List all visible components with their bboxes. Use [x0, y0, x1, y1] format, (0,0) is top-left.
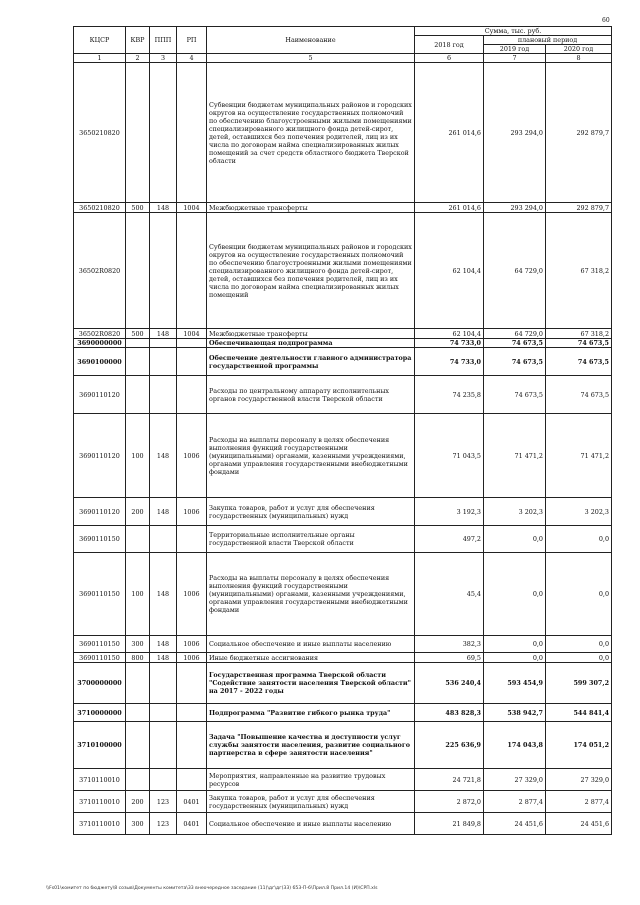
- amount-2018: 2 872,0: [415, 791, 484, 813]
- kvr-cell: [126, 663, 150, 704]
- amount-2020: 27 329,0: [546, 769, 612, 791]
- kcsr-cell: 3690110120: [74, 498, 126, 526]
- amount-2019: 293 294,0: [484, 203, 546, 213]
- name-cell: Межбюджетные трансферты: [207, 203, 415, 213]
- file-path-footer: \\Fs01\комитет по бюджету\8 созыв\Документы комитета\33 внеочередное заседание (11)\дг\дг(33) 653-П-6\Прил.8 Прил.14 (И)\СРП.xls: [46, 886, 378, 891]
- amount-2020: 292 879,7: [546, 203, 612, 213]
- col-number: 2: [126, 54, 150, 63]
- kcsr-cell: 3710110010: [74, 791, 126, 813]
- kcsr-cell: 3690110150: [74, 526, 126, 553]
- ppp-cell: [150, 769, 177, 791]
- rp-cell: [177, 339, 207, 348]
- kcsr-cell: 36502R0820: [74, 329, 126, 339]
- table-row: [74, 653, 612, 663]
- kcsr-cell: 3710110010: [74, 813, 126, 835]
- amount-2019: 27 329,0: [484, 769, 546, 791]
- amount-2018: 483 828,3: [415, 704, 484, 722]
- amount-2020: 74 673,5: [546, 339, 612, 348]
- amount-2020: 71 471,2: [546, 414, 612, 498]
- kvr-cell: 100: [126, 553, 150, 636]
- kvr-cell: 200: [126, 498, 150, 526]
- amount-2018: 21 849,8: [415, 813, 484, 835]
- name-cell: Территориальные исполнительные органы государственной власти Тверской области: [207, 526, 415, 553]
- rp-cell: [177, 722, 207, 769]
- table-row: [74, 769, 612, 791]
- kvr-cell: [126, 526, 150, 553]
- col-number: 6: [415, 54, 484, 63]
- header-2020: 2020 год: [546, 45, 612, 54]
- name-cell: Социальное обеспечение и иные выплаты населению: [207, 636, 415, 653]
- amount-2018: 69,5: [415, 653, 484, 663]
- kcsr-cell: 3650210820: [74, 203, 126, 213]
- kvr-cell: [126, 704, 150, 722]
- amount-2020: 74 673,5: [546, 348, 612, 376]
- rp-cell: 0401: [177, 791, 207, 813]
- rp-cell: [177, 63, 207, 203]
- rp-cell: [177, 704, 207, 722]
- kcsr-cell: 3710110010: [74, 769, 126, 791]
- ppp-cell: 148: [150, 653, 177, 663]
- ppp-cell: 148: [150, 329, 177, 339]
- table-row: [74, 553, 612, 636]
- amount-2019: 71 471,2: [484, 414, 546, 498]
- header-planned: плановый период: [484, 36, 612, 45]
- rp-cell: 1006: [177, 636, 207, 653]
- rp-cell: 1006: [177, 414, 207, 498]
- col-number: 4: [177, 54, 207, 63]
- amount-2020: 24 451,6: [546, 813, 612, 835]
- amount-2019: 293 294,0: [484, 63, 546, 203]
- kcsr-cell: 3700000000: [74, 663, 126, 704]
- amount-2020: 0,0: [546, 636, 612, 653]
- amount-2020: 2 877,4: [546, 791, 612, 813]
- page-number: 60: [602, 17, 610, 24]
- amount-2019: 593 454,9: [484, 663, 546, 704]
- name-cell: Социальное обеспечение и иные выплаты населению: [207, 813, 415, 835]
- rp-cell: [177, 376, 207, 414]
- name-cell: Обеспечивающая подпрограмма: [207, 339, 415, 348]
- header-rp: РП: [177, 27, 207, 54]
- table-row: [74, 376, 612, 414]
- amount-2019: 0,0: [484, 553, 546, 636]
- table-row: [74, 636, 612, 653]
- col-number: 3: [150, 54, 177, 63]
- col-number: 7: [484, 54, 546, 63]
- ppp-cell: 148: [150, 636, 177, 653]
- kcsr-cell: 3690000000: [74, 339, 126, 348]
- ppp-cell: [150, 213, 177, 329]
- kcsr-cell: 3690110150: [74, 653, 126, 663]
- column-number-row: [74, 54, 612, 63]
- kvr-cell: [126, 213, 150, 329]
- rp-cell: [177, 526, 207, 553]
- rp-cell: [177, 769, 207, 791]
- kcsr-cell: 3710000000: [74, 704, 126, 722]
- ppp-cell: [150, 339, 177, 348]
- kvr-cell: 500: [126, 203, 150, 213]
- amount-2018: 74 235,8: [415, 376, 484, 414]
- kcsr-cell: 3690100000: [74, 348, 126, 376]
- rp-cell: 1004: [177, 329, 207, 339]
- ppp-cell: 148: [150, 553, 177, 636]
- table-row: [74, 663, 612, 704]
- table-row: [74, 414, 612, 498]
- header-sum: Сумма, тыс. руб.: [415, 27, 612, 36]
- name-cell: Государственная программа Тверской области "Содействие занятости населения Тверской области" на 2017 - 2022 годы: [207, 663, 415, 704]
- ppp-cell: 123: [150, 791, 177, 813]
- name-cell: Иные бюджетные ассигнования: [207, 653, 415, 663]
- rp-cell: 1004: [177, 203, 207, 213]
- col-number: 1: [74, 54, 126, 63]
- amount-2020: 74 673,5: [546, 376, 612, 414]
- kcsr-cell: 3710100000: [74, 722, 126, 769]
- kcsr-cell: 36502R0820: [74, 213, 126, 329]
- amount-2019: 74 673,5: [484, 348, 546, 376]
- kvr-cell: 500: [126, 329, 150, 339]
- table-row: [74, 339, 612, 348]
- name-cell: Закупка товаров, работ и услуг для обеспечения государственных (муниципальных) нужд: [207, 498, 415, 526]
- amount-2020: 544 841,4: [546, 704, 612, 722]
- table-row: [74, 813, 612, 835]
- amount-2018: 71 043,5: [415, 414, 484, 498]
- header-2018: 2018 год: [415, 36, 484, 54]
- rp-cell: 1006: [177, 498, 207, 526]
- amount-2020: 3 202,3: [546, 498, 612, 526]
- kcsr-cell: 3690110150: [74, 553, 126, 636]
- amount-2018: 261 014,6: [415, 203, 484, 213]
- kvr-cell: 800: [126, 653, 150, 663]
- col-number: 8: [546, 54, 612, 63]
- amount-2019: 74 673,5: [484, 376, 546, 414]
- amount-2020: 0,0: [546, 526, 612, 553]
- kcsr-cell: 3690110150: [74, 636, 126, 653]
- amount-2019: 0,0: [484, 526, 546, 553]
- ppp-cell: [150, 376, 177, 414]
- ppp-cell: 123: [150, 813, 177, 835]
- col-number: 5: [207, 54, 415, 63]
- amount-2020: 174 051,2: [546, 722, 612, 769]
- ppp-cell: 148: [150, 414, 177, 498]
- kvr-cell: [126, 769, 150, 791]
- budget-table: [73, 26, 612, 835]
- table-row: [74, 722, 612, 769]
- header-ppp: ППП: [150, 27, 177, 54]
- rp-cell: 1006: [177, 653, 207, 663]
- kvr-cell: 100: [126, 414, 150, 498]
- table-row: [74, 498, 612, 526]
- table-row: [74, 213, 612, 329]
- name-cell: Субвенции бюджетам муниципальных районов и городских округов на осуществление государственных полномочий по обеспечению благоустроенными жилыми помещениями специализированного жилищного фонда детей-сирот, детей, оставшихся без попечения родителей, лиц из их числа по договорам найма специализированных жилых помещений: [207, 213, 415, 329]
- header-2019: 2019 год: [484, 45, 546, 54]
- kvr-cell: [126, 376, 150, 414]
- kvr-cell: [126, 348, 150, 376]
- rp-cell: 0401: [177, 813, 207, 835]
- table-row: [74, 329, 612, 339]
- name-cell: Закупка товаров, работ и услуг для обеспечения государственных (муниципальных) нужд: [207, 791, 415, 813]
- kvr-cell: [126, 722, 150, 769]
- rp-cell: [177, 348, 207, 376]
- amount-2020: 67 318,2: [546, 213, 612, 329]
- table-row: [74, 63, 612, 203]
- name-cell: Мероприятия, направленные на развитие трудовых ресурсов: [207, 769, 415, 791]
- rp-cell: 1006: [177, 553, 207, 636]
- amount-2018: 261 014,6: [415, 63, 484, 203]
- amount-2019: 64 729,0: [484, 213, 546, 329]
- name-cell: Обеспечение деятельности главного администратора государственной программы: [207, 348, 415, 376]
- ppp-cell: [150, 526, 177, 553]
- ppp-cell: [150, 704, 177, 722]
- table-row: [74, 348, 612, 376]
- amount-2018: 74 733,0: [415, 339, 484, 348]
- amount-2019: 24 451,6: [484, 813, 546, 835]
- kvr-cell: 200: [126, 791, 150, 813]
- name-cell: Расходы на выплаты персоналу в целях обеспечения выполнения функций государственными (муниципальными) органами, казенными учреждениями, органами управления государственными внебюджетными фондами: [207, 553, 415, 636]
- name-cell: Расходы по центральному аппарату исполнительных органов государственной власти Тверской области: [207, 376, 415, 414]
- header-kvr: КВР: [126, 27, 150, 54]
- kvr-cell: 300: [126, 813, 150, 835]
- table-row: [74, 526, 612, 553]
- name-cell: Расходы на выплаты персоналу в целях обеспечения выполнения функций государственными (муниципальными) органами, казенными учреждениями, органами управления государственными внебюджетными фондами: [207, 414, 415, 498]
- amount-2019: 2 877,4: [484, 791, 546, 813]
- name-cell: Субвенции бюджетам муниципальных районов и городских округов на осуществление государственных полномочий по обеспечению благоустроенными жилыми помещениями специализированного жилищного фонда детей-сирот, детей, оставшихся без попечения родителей, лиц из их числа по договорам найма специализированных жилых помещений за счет средств областного бюджета Тверской области: [207, 63, 415, 203]
- amount-2020: 67 318,2: [546, 329, 612, 339]
- amount-2019: 64 729,0: [484, 329, 546, 339]
- ppp-cell: [150, 663, 177, 704]
- amount-2018: 536 240,4: [415, 663, 484, 704]
- table-row: [74, 203, 612, 213]
- ppp-cell: [150, 63, 177, 203]
- ppp-cell: 148: [150, 498, 177, 526]
- amount-2020: 0,0: [546, 653, 612, 663]
- ppp-cell: 148: [150, 203, 177, 213]
- kvr-cell: 300: [126, 636, 150, 653]
- table-row: [74, 791, 612, 813]
- amount-2018: 24 721,8: [415, 769, 484, 791]
- amount-2019: 74 673,5: [484, 339, 546, 348]
- amount-2020: 0,0: [546, 553, 612, 636]
- kcsr-cell: 3650210820: [74, 63, 126, 203]
- amount-2018: 45,4: [415, 553, 484, 636]
- header-name: Наименование: [207, 27, 415, 54]
- table-row: [74, 704, 612, 722]
- name-cell: Межбюджетные трансферты: [207, 329, 415, 339]
- amount-2019: 174 043,8: [484, 722, 546, 769]
- amount-2020: 292 879,7: [546, 63, 612, 203]
- amount-2018: 62 104,4: [415, 213, 484, 329]
- amount-2019: 0,0: [484, 653, 546, 663]
- amount-2018: 225 636,9: [415, 722, 484, 769]
- amount-2019: 3 202,3: [484, 498, 546, 526]
- ppp-cell: [150, 722, 177, 769]
- header-kcsr: КЦСР: [74, 27, 126, 54]
- amount-2019: 538 942,7: [484, 704, 546, 722]
- amount-2018: 62 104,4: [415, 329, 484, 339]
- name-cell: Подпрограмма "Развитие гибкого рынка труда": [207, 704, 415, 722]
- rp-cell: [177, 213, 207, 329]
- amount-2018: 382,3: [415, 636, 484, 653]
- kcsr-cell: 3690110120: [74, 414, 126, 498]
- kvr-cell: [126, 63, 150, 203]
- ppp-cell: [150, 348, 177, 376]
- amount-2018: 3 192,3: [415, 498, 484, 526]
- name-cell: Задача "Повышение качества и доступности услуг службы занятости населения, развитие социального партнерства в сфере занятости населения": [207, 722, 415, 769]
- amount-2018: 74 733,0: [415, 348, 484, 376]
- kvr-cell: [126, 339, 150, 348]
- kcsr-cell: 3690110120: [74, 376, 126, 414]
- amount-2020: 599 307,2: [546, 663, 612, 704]
- amount-2019: 0,0: [484, 636, 546, 653]
- amount-2018: 497,2: [415, 526, 484, 553]
- rp-cell: [177, 663, 207, 704]
